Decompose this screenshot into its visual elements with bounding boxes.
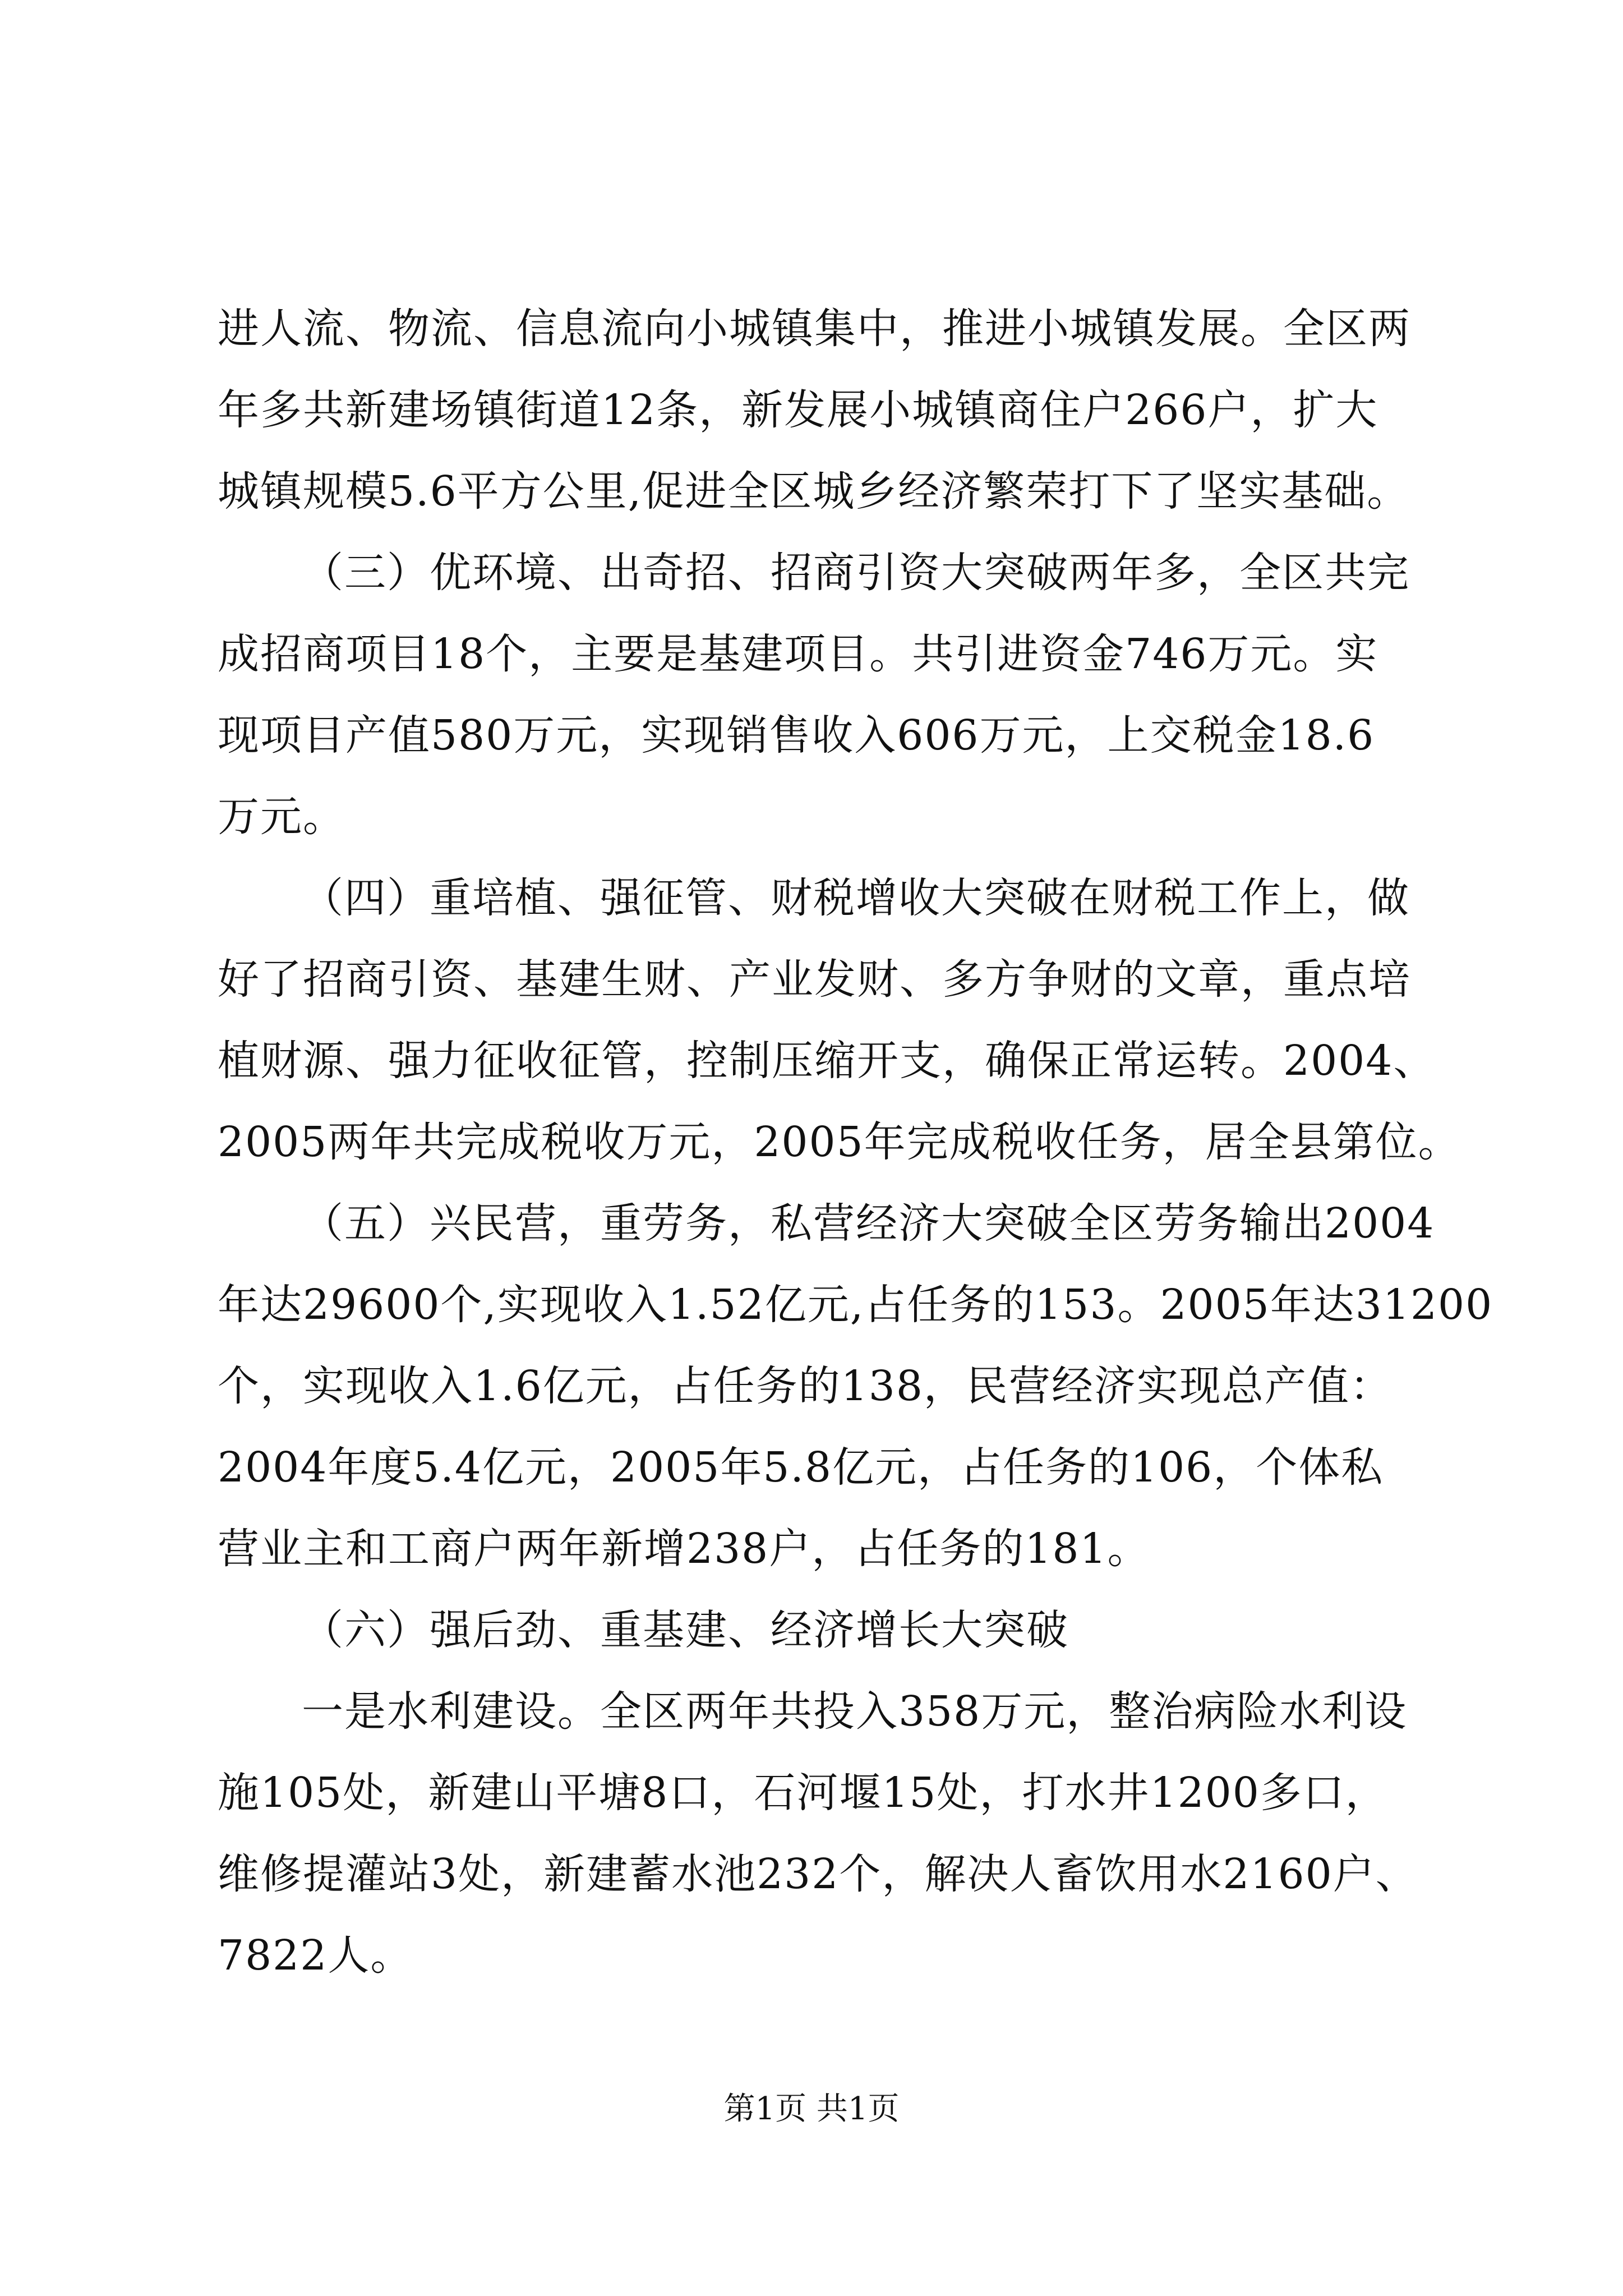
text-line: 现项目产值580万元，实现销售收入606万元，上交税金18.6	[218, 711, 1375, 760]
text-line: 好了招商引资、基建生财、产业发财、多方争财的文章，重点培	[218, 955, 1411, 1004]
text-line: 进人流、物流、信息流向小城镇集中，推进小城镇发展。全区两	[218, 305, 1411, 353]
text-line: 2005两年共完成税收万元，2005年完成税收任务，居全县第位。	[218, 1118, 1461, 1166]
text-line: 成招商项目18个，主要是基建项目。共引进资金746万元。实	[218, 630, 1378, 678]
text-line: 营业主和工商户两年新增238户，占任务的181。	[218, 1525, 1150, 1573]
page-footer: 第1页 共1页	[723, 2091, 900, 2127]
text-line: 2004年度5.4亿元，2005年5.8亿元，占任务的106，个体私	[218, 1443, 1384, 1492]
paragraph-start-line: 一是水利建设。全区两年共投入358万元，整治病险水利设	[302, 1687, 1408, 1736]
section-heading-line: （三）优环境、出奇招、招商引资大突破两年多，全区共完	[302, 549, 1410, 597]
text-line: 城镇规模5.6平方公里,促进全区城乡经济繁荣打下了坚实基础。	[218, 467, 1410, 516]
text-line: 万元。	[218, 793, 345, 841]
text-line: 施105处，新建山平塘8口，石河堰15处，打水井1200多口，	[218, 1769, 1388, 1817]
text-line: 个，实现收入1.6亿元，占任务的138，民营经济实现总产值：	[218, 1362, 1393, 1410]
section-heading-line: （四）重培植、强征管、财税增收大突破在财税工作上，做	[302, 874, 1410, 922]
text-line: 维修提灌站3处，新建蓄水池232个，解决人畜饮用水2160户、	[218, 1850, 1418, 1898]
section-heading-line: （五）兴民营，重劳务，私营经济大突破全区劳务输出2004	[302, 1199, 1435, 1248]
text-line: 植财源、强力征收征管，控制压缩开支，确保正常运转。2004、	[218, 1037, 1436, 1085]
text-line: 7822人。	[218, 1931, 413, 1980]
section-heading-line: （六）强后劲、重基建、经济增长大突破	[302, 1606, 1069, 1654]
document-body	[218, 297, 1493, 2005]
text-line: 年达29600个,实现收入1.52亿元,占任务的153。2005年达31200	[218, 1281, 1493, 1329]
text-line: 年多共新建场镇街道12条，新发展小城镇商住户266户，扩大	[218, 386, 1378, 434]
